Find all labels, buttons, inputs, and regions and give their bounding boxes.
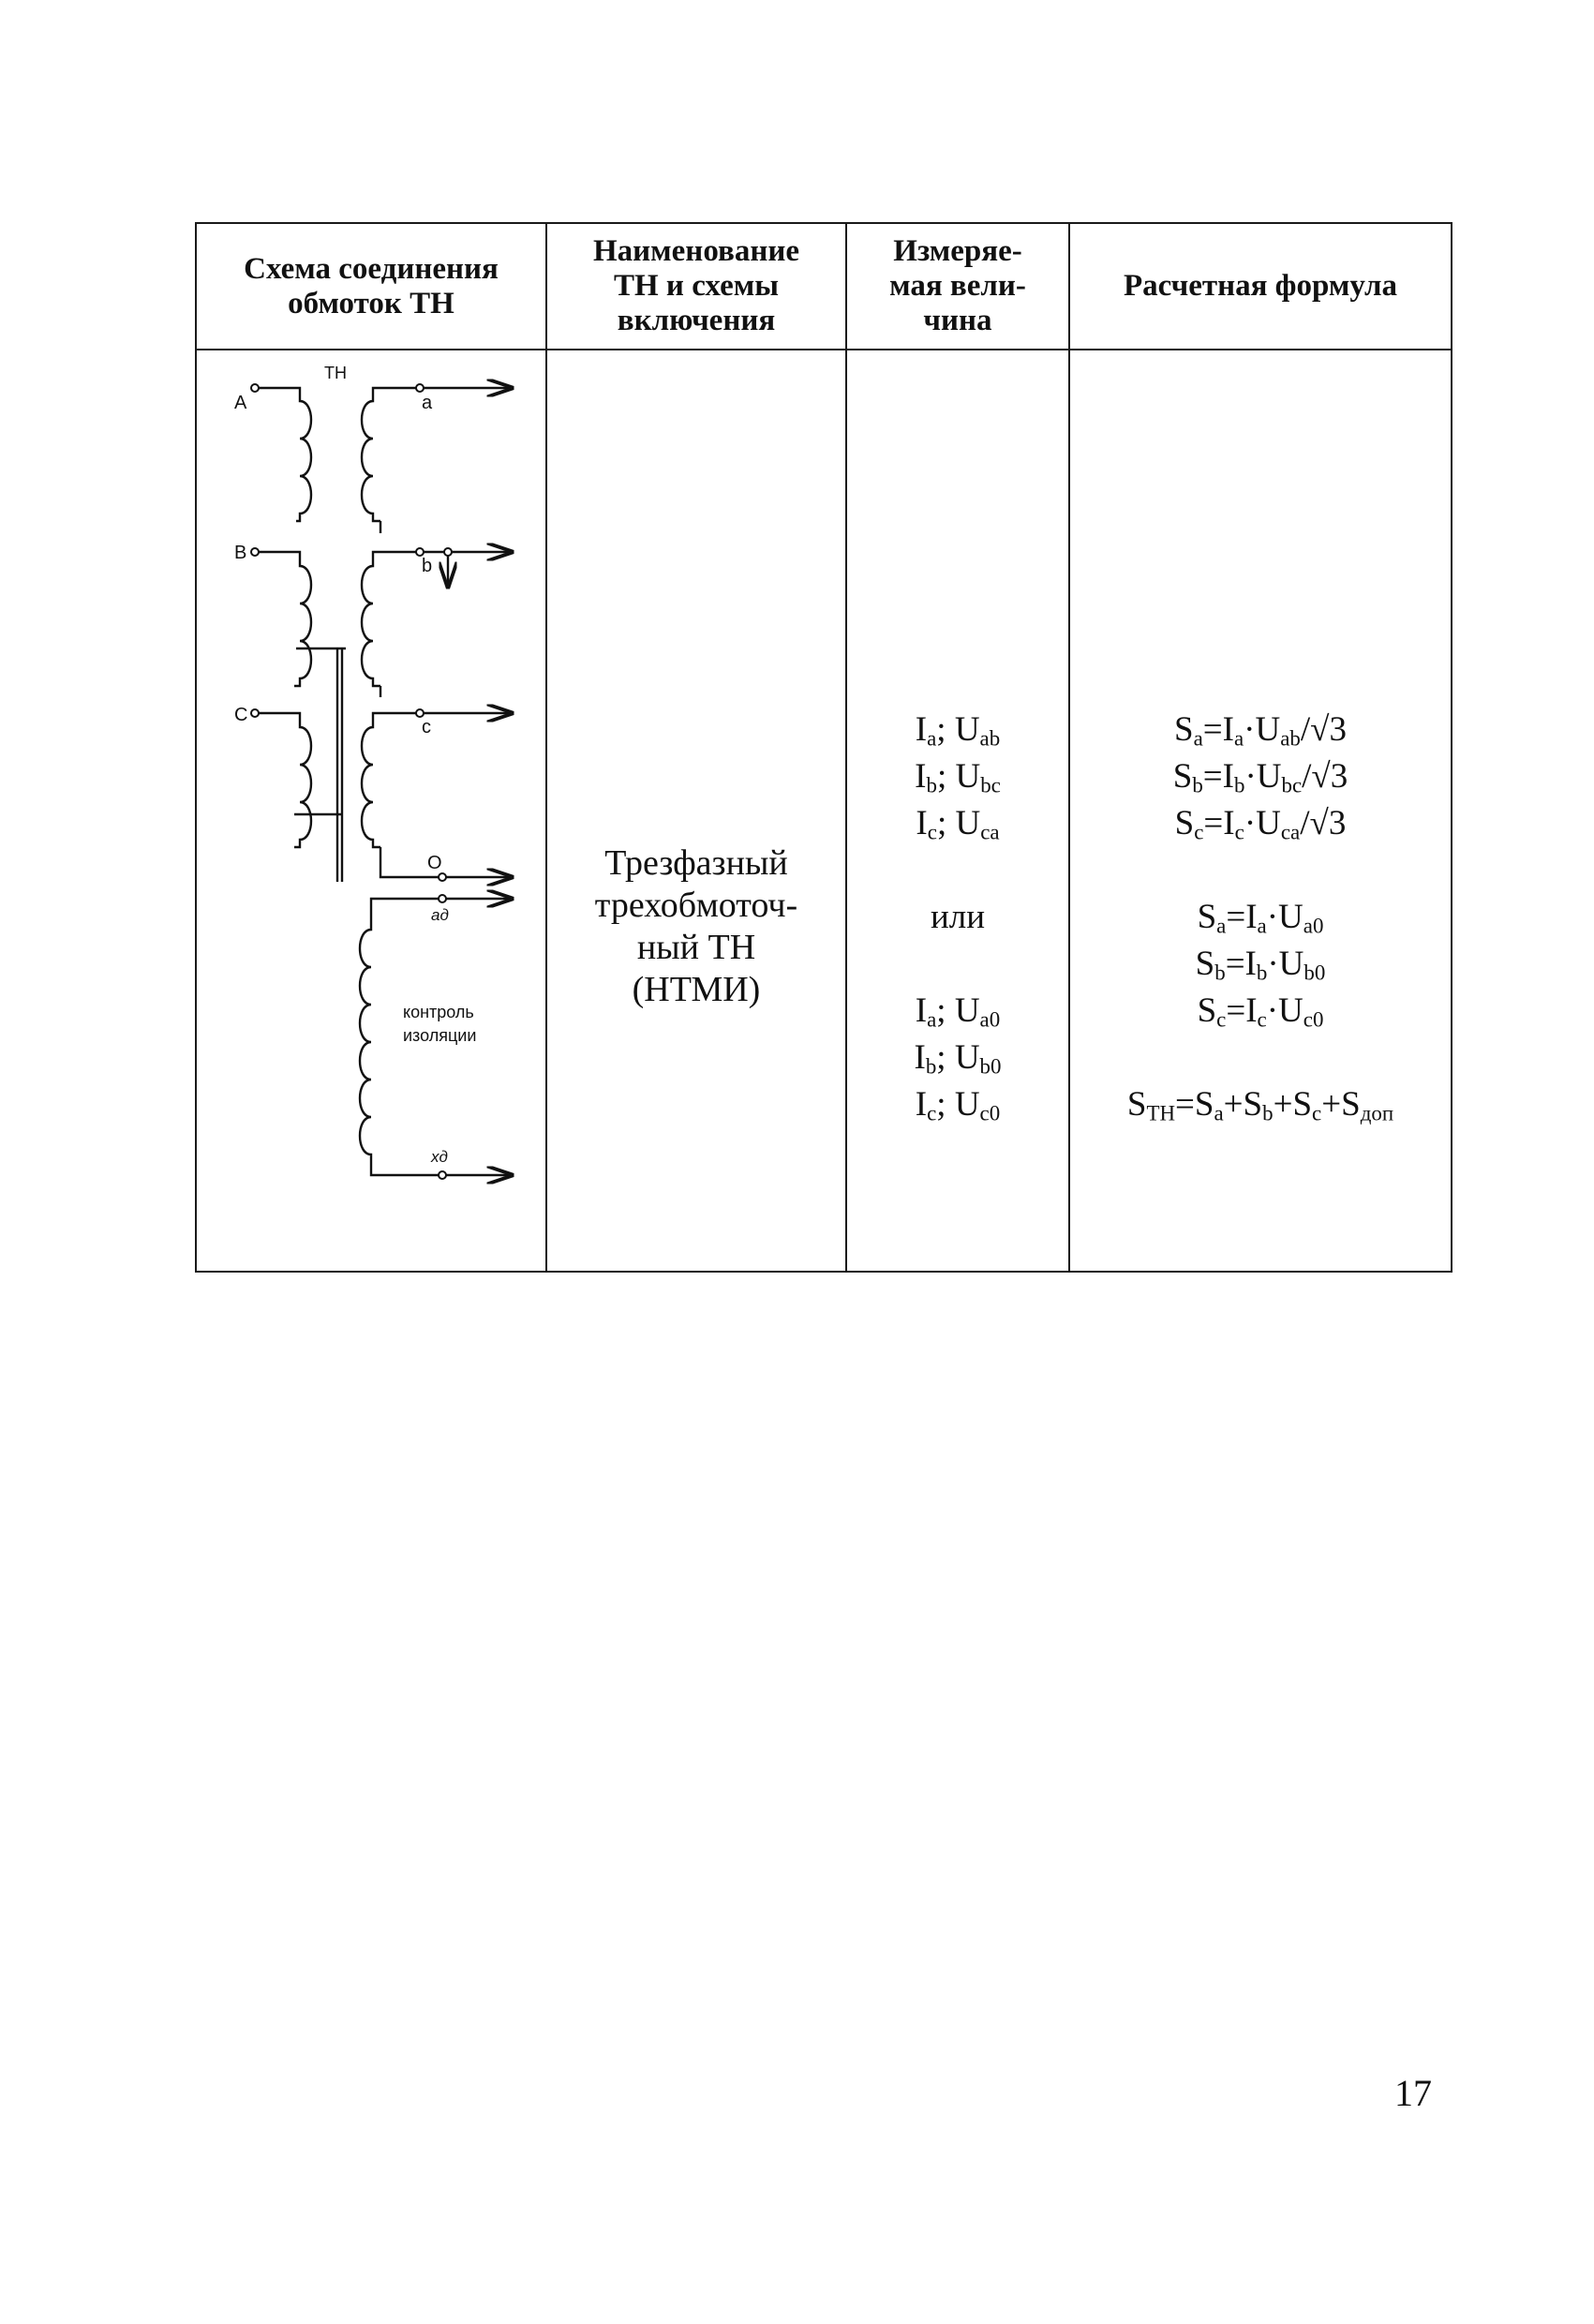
formula-line: $S_b=I_b\cdot U_{bc}/√3$ [1172, 757, 1348, 797]
formula-line: $S_a=I_a\cdot U_{a0}$ [1197, 898, 1324, 938]
aux-start-label: aд [431, 906, 449, 924]
header-formula: Расчетная формула [1069, 223, 1452, 350]
header-name: Наименование ТН и схемы включения [546, 223, 846, 350]
winding-diagram [197, 350, 547, 1271]
formulas [1070, 707, 1451, 1128]
primary-winding-b [259, 552, 311, 686]
tn-label: ТН [324, 364, 347, 382]
measured-line: $I_b$; $U_{b0}$ [914, 1038, 1002, 1079]
table-row [196, 350, 1452, 1272]
secondary-winding-b [362, 552, 399, 686]
measured-values [847, 707, 1068, 1128]
measured-line: $I_a$; $U_{a0}$ [915, 991, 1001, 1032]
header-schema: Схема соединения обмоток ТН [196, 223, 546, 350]
secondary-winding-a [362, 388, 399, 521]
aux-end-label: xд [431, 1148, 448, 1166]
terminal-label: c [422, 717, 431, 737]
header-row [196, 223, 1452, 350]
formula-line: $S_c=I_c\cdot U_{c0}$ [1197, 991, 1324, 1032]
formula-line: $S_b=I_b\cdot U_{b0}$ [1195, 945, 1326, 985]
formula-line: $S_a=I_a\cdot U_{ab}/√3$ [1174, 710, 1347, 751]
primary-winding-c [259, 713, 311, 847]
or-text: или [930, 898, 986, 936]
header-measured: Измеряе- мая вели- чина [846, 223, 1069, 350]
measured-line: $I_b$; $U_{bc}$ [915, 757, 1001, 797]
aux-caption: контроль [403, 1003, 474, 1021]
tn-name: Трезфазный трехобмоточ- ный ТН (НТМИ) [594, 843, 798, 1009]
tn-name-cell [546, 350, 846, 1272]
neutral-label: O [427, 853, 442, 873]
schema-cell [196, 350, 546, 1272]
vt-connection-table [195, 222, 1452, 1273]
aux-caption: изоляции [403, 1026, 477, 1045]
measured-cell [846, 350, 1069, 1272]
formula-cell [1069, 350, 1452, 1272]
terminal-label: B [234, 543, 247, 563]
measured-line: $I_c$; $U_{ca}$ [916, 804, 1000, 844]
formula-total: $S_{ТН}=S_a+S_b+S_c+S_{доп}$ [1126, 1085, 1394, 1125]
formula-line: $S_c=I_c\cdot U_{ca}/√3$ [1174, 804, 1347, 844]
terminal-label: C [234, 705, 248, 725]
measured-line: $I_a$; $U_{ab}$ [915, 710, 1001, 751]
page-number: 17 [1394, 2072, 1432, 2114]
measured-line: $I_c$; $U_{c0}$ [915, 1085, 1001, 1125]
secondary-winding-c [362, 713, 399, 847]
terminal-label: A [234, 393, 247, 413]
primary-winding-a [259, 388, 311, 521]
terminal-label: a [422, 393, 433, 413]
terminal-label: b [422, 556, 433, 576]
